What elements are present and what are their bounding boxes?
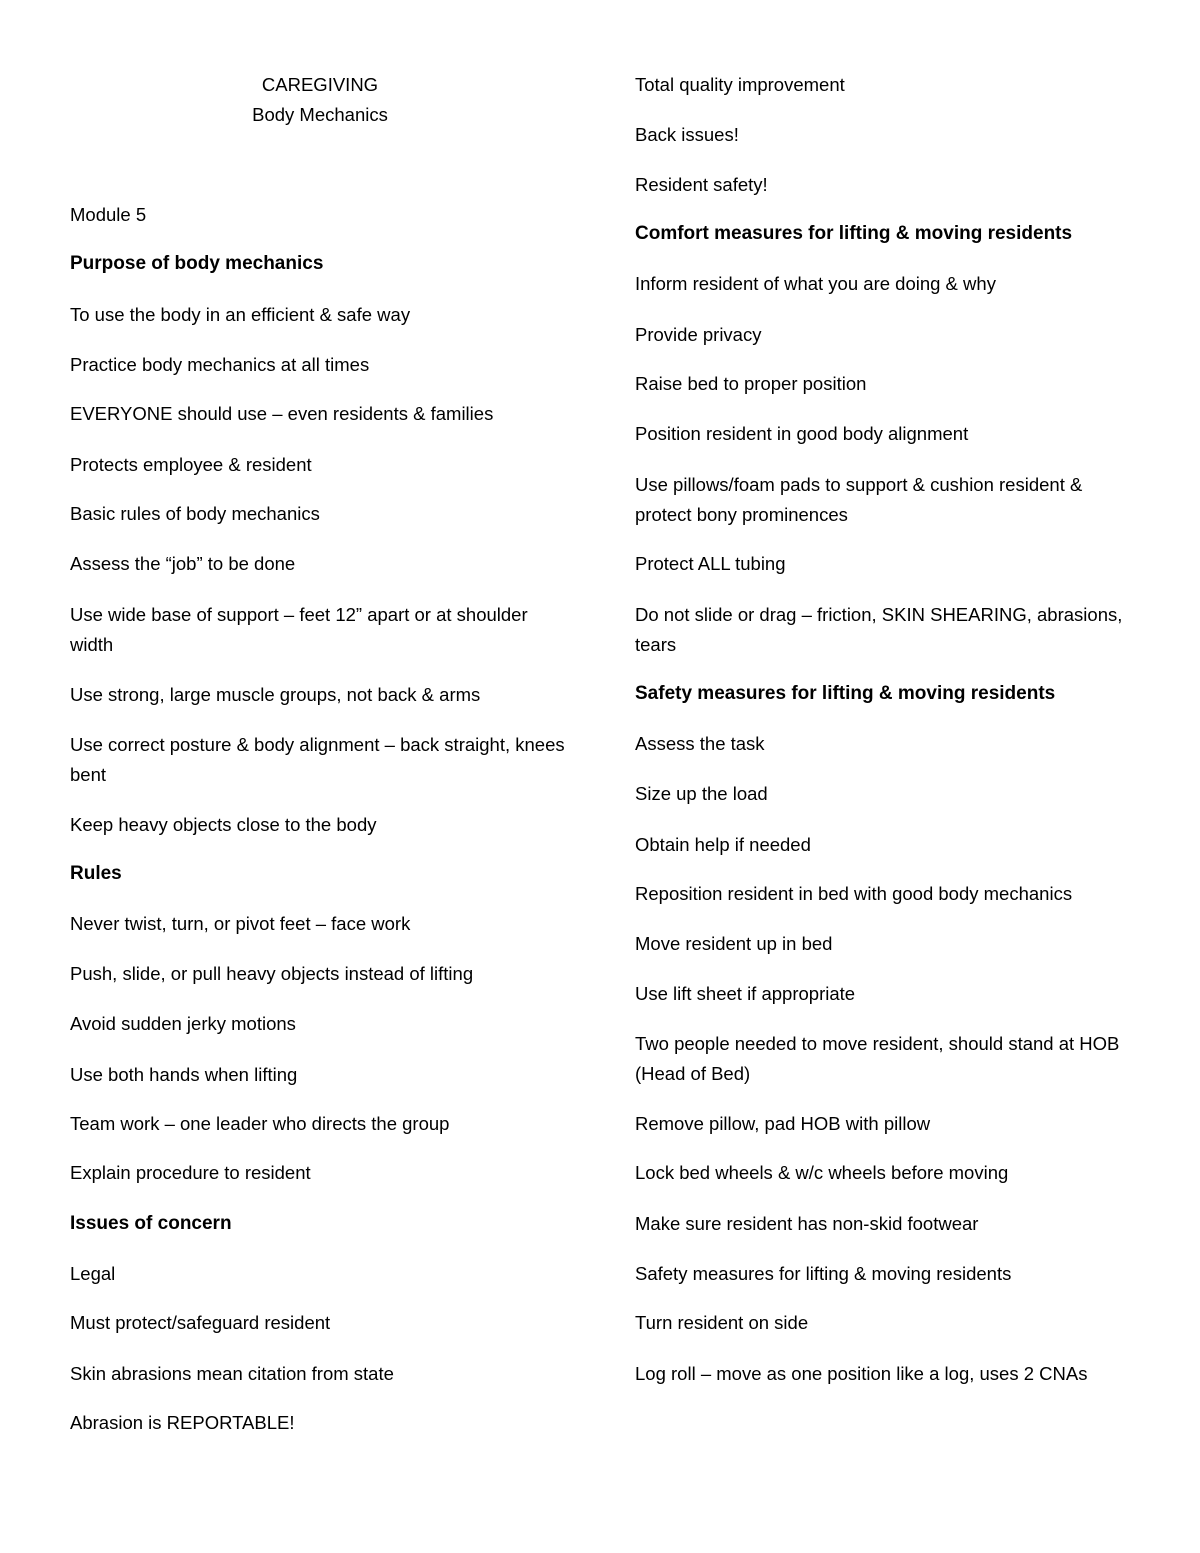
list-item: Two people needed to move resident, should stand at HOB (Head of Bed) [635,1033,1120,1084]
list-item: Explain procedure to resident [70,1162,311,1183]
list-item: Protect ALL tubing [635,553,786,574]
list-item: Obtain help if needed [635,834,811,855]
list-item: Size up the load [635,783,768,804]
list-item: Avoid sudden jerky motions [70,1013,296,1034]
list-item: Inform resident of what you are doing & why [635,273,996,294]
list-item: Push, slide, or pull heavy objects instead of lifting [70,963,474,984]
list-item: Remove pillow, pad HOB with pillow [635,1113,931,1134]
list-item: Abrasion is REPORTABLE! [70,1412,295,1433]
list-item: Legal [70,1263,116,1284]
list-item: Never twist, turn, or pivot feet – face work [70,913,411,934]
list-item: Protects employee & resident [70,454,312,475]
rules-heading: Rules [70,863,122,884]
list-item: Provide privacy [635,324,762,345]
list-item: Use both hands when lifting [70,1064,298,1085]
list-item: Back issues! [635,124,739,145]
document-title: CAREGIVING [261,74,379,95]
safety-heading: Safety measures for lifting & moving residents [635,683,1056,704]
list-item: Do not slide or drag – friction, SKIN SHEARING, abrasions, tears [635,604,1123,655]
purpose-heading: Purpose of body mechanics [70,253,324,274]
list-item: EVERYONE should use – even residents & families [70,403,494,424]
list-item: Practice body mechanics at all times [70,354,370,375]
document-subtitle: Body Mechanics [252,104,388,125]
list-item: Reposition resident in bed with good body mechanics [635,883,1073,904]
list-item: Total quality improvement [635,74,845,95]
list-item: Use lift sheet if appropriate [635,983,856,1004]
list-item: Lock bed wheels & w/c wheels before moving [635,1162,1009,1183]
list-item: Safety measures for lifting & moving residents [635,1263,1012,1284]
list-item: To use the body in an efficient & safe way [70,304,411,325]
list-item: Turn resident on side [635,1312,809,1333]
list-item: Use correct posture & body alignment – back straight, knees bent [70,734,565,785]
list-item: Log roll – move as one position like a log, uses 2 CNAs [635,1363,1088,1384]
module-label: Module 5 [70,204,147,225]
list-item: Use strong, large muscle groups, not back & arms [70,684,481,705]
list-item: Make sure resident has non-skid footwear [635,1213,979,1234]
list-item: Raise bed to proper position [635,373,867,394]
list-item: Skin abrasions mean citation from state [70,1363,394,1384]
list-item: Assess the “job” to be done [70,553,296,574]
list-item: Use wide base of support – feet 12” apart or at shoulder width [70,604,528,655]
list-item: Use pillows/foam pads to support & cushion resident & protect bony prominences [635,474,1083,525]
comfort-heading: Comfort measures for lifting & moving residents [635,223,1073,244]
list-item: Assess the task [635,733,765,754]
list-item: Resident safety! [635,174,768,195]
issues-heading: Issues of concern [70,1213,232,1234]
list-item: Basic rules of body mechanics [70,503,320,524]
list-item: Position resident in good body alignment [635,423,969,444]
list-item: Team work – one leader who directs the group [70,1113,450,1134]
list-item: Must protect/safeguard resident [70,1312,331,1333]
list-item: Move resident up in bed [635,933,833,954]
list-item: Keep heavy objects close to the body [70,814,377,835]
